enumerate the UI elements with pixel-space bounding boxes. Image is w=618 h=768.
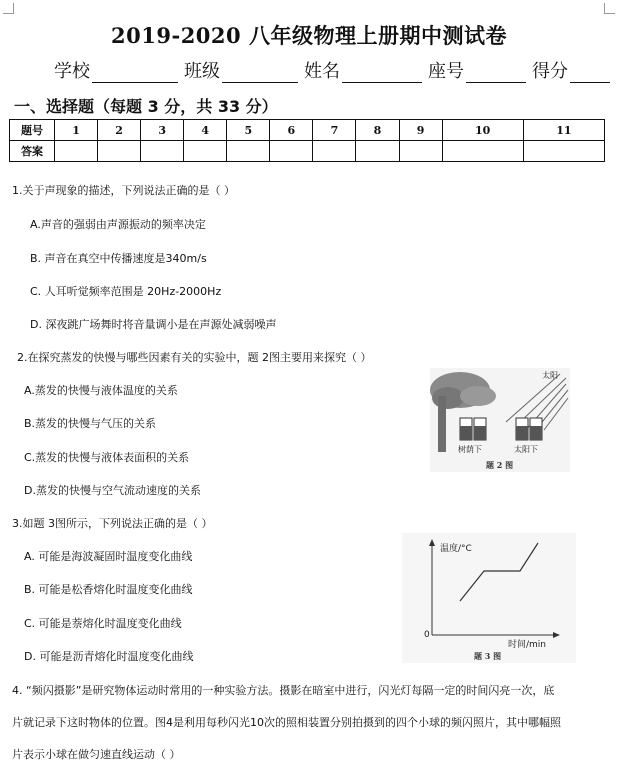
question-4-line-2: 片就记录下这时物体的位置。图4是利用每秒闪光10次的照相装置分别拍摄到的四个小球的频闪照片，其中哪幅照	[12, 716, 561, 729]
question-number-row	[10, 120, 605, 141]
page-corner-mark-right	[604, 3, 615, 14]
section-heading: 一、选择题（每题 3 分，共 33 分）	[14, 97, 278, 116]
origin-label: 0	[424, 630, 430, 640]
question-number-cell: 6	[270, 120, 313, 141]
question-number-cell: 9	[399, 120, 442, 141]
sun-side-label: 太阳下	[514, 445, 538, 454]
shade-label: 树荫下	[458, 445, 482, 454]
score-label: 得分	[532, 61, 568, 82]
answer-cell[interactable]	[98, 141, 141, 162]
question-number-cell: 1	[55, 120, 98, 141]
question-number-cell: 3	[141, 120, 184, 141]
seat-label: 座号	[428, 61, 464, 82]
answer-cell[interactable]	[523, 141, 604, 162]
question-1-stem: 1.关于声现象的描述，下列说法正确的是（ ）	[12, 184, 235, 197]
question-2-option-a: A.蒸发的快慢与液体温度的关系	[24, 384, 178, 397]
figure-3-temperature-graph	[402, 533, 576, 663]
question-1-option-c: C. 人耳听觉频率范围是 20Hz-2000Hz	[30, 285, 222, 298]
name-field[interactable]	[342, 62, 422, 83]
question-3-option-b: B. 可能是松香熔化时温度变化曲线	[24, 583, 193, 596]
question-number-header: 题号	[10, 120, 55, 141]
answer-cell[interactable]	[141, 141, 184, 162]
score-field[interactable]	[570, 62, 610, 83]
x-axis-label: 时间/min	[508, 640, 547, 650]
figure-2-caption: 题 2 图	[486, 460, 514, 470]
question-2-stem: 2.在探究蒸发的快慢与哪些因素有关的实验中，题 2图主要用来探究（ ）	[17, 351, 372, 364]
figure-3-background	[402, 533, 576, 663]
answer-cell[interactable]	[399, 141, 442, 162]
question-4-line-3: 片表示小球在做匀速直线运动（ ）	[12, 748, 181, 761]
answer-cell[interactable]	[313, 141, 356, 162]
y-axis-label: 温度/°C	[440, 544, 472, 554]
class-field[interactable]	[222, 62, 298, 83]
question-3-option-a: A. 可能是海波凝固时温度变化曲线	[24, 550, 193, 563]
question-number-cell: 8	[356, 120, 399, 141]
question-3-stem: 3.如题 3图所示，下列说法正确的是（ ）	[12, 517, 213, 530]
name-label: 姓名	[304, 61, 340, 82]
class-label: 班级	[184, 61, 220, 82]
answer-cell[interactable]	[442, 141, 523, 162]
question-number-cell: 11	[523, 120, 604, 141]
answer-row	[10, 141, 605, 162]
seat-field[interactable]	[466, 62, 526, 83]
answer-cell[interactable]	[227, 141, 270, 162]
question-2-option-b: B.蒸发的快慢与气压的关系	[24, 417, 157, 430]
page-corner-mark-left	[3, 3, 14, 14]
question-number-cell: 2	[98, 120, 141, 141]
figure-3-caption: 题 3 图	[474, 651, 502, 661]
page-title: 2019-2020 八年级物理上册期中测试卷	[111, 23, 507, 48]
answer-cell[interactable]	[184, 141, 227, 162]
answer-cell[interactable]	[270, 141, 313, 162]
question-4-line-1: 4. “频闪摄影”是研究物体运动时常用的一种实验方法。摄影在暗室中进行，闪光灯每隔一定的时间闪亮一次，底	[12, 684, 555, 697]
answer-header: 答案	[10, 141, 55, 162]
question-1-option-d: D. 深夜跳广场舞时将音量调小是在声源处减弱噪声	[30, 318, 277, 331]
question-3-option-d: D. 可能是沥青熔化时温度变化曲线	[24, 650, 194, 663]
question-number-cell: 4	[184, 120, 227, 141]
question-1-option-a: A.声音的强弱由声源振动的频率决定	[30, 218, 206, 231]
school-label: 学校	[54, 61, 90, 82]
school-field[interactable]	[92, 62, 178, 83]
answer-cell[interactable]	[356, 141, 399, 162]
question-number-cell: 7	[313, 120, 356, 141]
question-number-cell: 5	[227, 120, 270, 141]
question-3-option-c: C. 可能是萘熔化时温度变化曲线	[24, 617, 182, 630]
question-2-option-d: D.蒸发的快慢与空气流动速度的关系	[24, 484, 201, 497]
question-2-option-c: C.蒸发的快慢与液体表面积的关系	[24, 451, 190, 464]
student-info-row	[54, 57, 616, 83]
question-number-cell: 10	[442, 120, 523, 141]
sun-label: 太阳	[542, 371, 558, 380]
answer-cell[interactable]	[55, 141, 98, 162]
question-1-option-b: B. 声音在真空中传播速度是340m/s	[30, 252, 207, 265]
figure-2-evaporation	[430, 368, 570, 472]
answer-table	[9, 119, 605, 162]
